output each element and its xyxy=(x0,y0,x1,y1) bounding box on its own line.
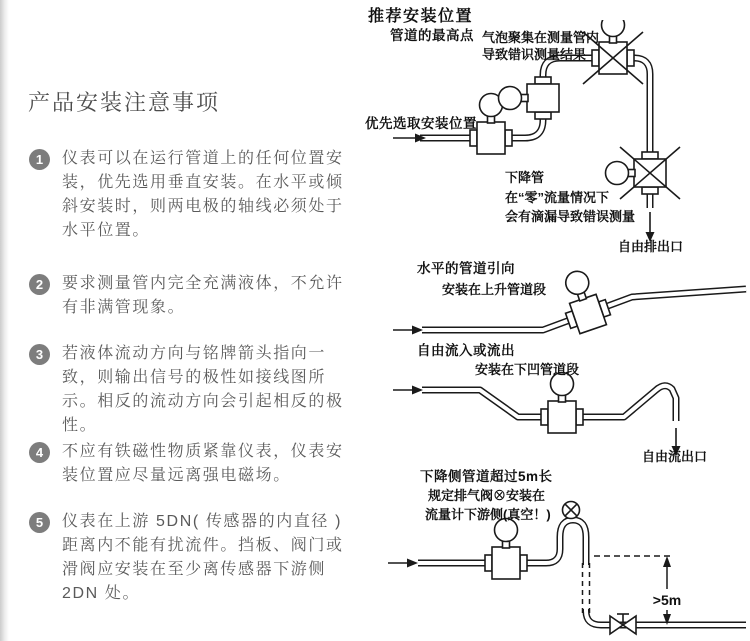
label-over-5m-title: 下降侧管道超过5m长 xyxy=(420,469,553,484)
pipe-break-dashes xyxy=(579,563,593,613)
label-preferred-position: 优先选取安装位置 xyxy=(365,116,477,131)
flow-arrow-icon xyxy=(388,559,418,568)
label-free-outflow: 自由流出口 xyxy=(642,449,708,464)
label-free-in-out: 自由流入或流出 xyxy=(417,343,515,358)
flowmeter-symbol xyxy=(499,77,560,119)
label-highest-point: 管道的最高点 xyxy=(390,28,474,43)
item-text: 要求测量管内完全充满液体，不允许有非满管现象。 xyxy=(62,275,344,316)
flowmeter-symbol xyxy=(592,20,634,74)
list-item xyxy=(29,147,354,243)
recommended-positions-panel xyxy=(360,0,750,641)
list-item xyxy=(29,342,354,438)
flow-arrow-icon xyxy=(393,326,423,335)
item-text: 若液体流动方向与铭牌箭头指向一致，则输出信号的极性如接线图所示。相反的流动方向会引起相反的极性。 xyxy=(62,345,344,434)
vent-valve-icon xyxy=(563,502,580,519)
page-edge-shadow xyxy=(0,0,9,641)
list-item xyxy=(29,272,354,320)
label-vent-rule-2: 流量计下游侧(真空！) xyxy=(425,507,551,522)
flow-arrow-icon xyxy=(393,386,423,395)
list-item xyxy=(29,440,354,488)
label-bubble-2: 导致错识测量结果 xyxy=(482,47,587,62)
label-vent-rule-1: 规定排气阀⊗安装在 xyxy=(428,488,546,503)
list-item xyxy=(29,510,354,606)
label-zero-flow-2: 会有滴漏导致错误测量 xyxy=(505,209,636,224)
item-text: 仪表在上游 5DN( 传感器的内直径 ) 距离内不能有扰流件。挡板、阀门或滑阀应安装在至少离传感器下游侧 2DN 处。 xyxy=(62,513,344,602)
item-text: 不应有铁磁性物质紧靠仪表，仪表安装位置应尽量远离强电磁场。 xyxy=(62,443,344,484)
flowmeter-symbol xyxy=(606,152,667,194)
item-number-badge: 1 xyxy=(29,149,50,170)
item-number-badge: 4 xyxy=(29,442,50,463)
label-free-outlet: 自由排出口 xyxy=(618,239,684,254)
item-number-badge: 3 xyxy=(29,344,50,365)
label-zero-flow-1: 在“零”流量情况下 xyxy=(505,190,610,205)
label-down-pipe: 下降管 xyxy=(505,170,545,185)
item-number-badge: 5 xyxy=(29,512,50,533)
diagram-rising-section xyxy=(360,255,750,340)
item-text: 仪表可以在运行管道上的任何位置安装，优先选用垂直安装。在水平或倾斜安装时，则两电极的轴线必须处于水平位置。 xyxy=(62,150,344,239)
diagram-dip-section xyxy=(360,340,750,465)
valve-icon xyxy=(610,614,636,634)
label-5m: >5m xyxy=(652,592,682,608)
diagram-highest-point xyxy=(360,20,750,255)
label-install-rising: 安装在上升管道段 xyxy=(442,282,547,297)
label-bubble-1: 气泡聚集在测量管内 xyxy=(482,30,600,45)
page-title: 产品安装注意事项 xyxy=(28,90,221,115)
flowmeter-symbol xyxy=(485,519,527,580)
flowmeter-symbol xyxy=(541,373,583,434)
label-horizontal-routing: 水平的管道引向 xyxy=(417,261,515,276)
outlet-arrow-icon xyxy=(646,212,655,242)
item-number-badge: 2 xyxy=(29,274,50,295)
diagram-over-5m xyxy=(360,465,750,641)
label-install-dip: 安装在下凹管道段 xyxy=(475,362,580,377)
section-title: 推荐安装位置 xyxy=(368,8,474,25)
dimension-5m xyxy=(594,556,681,625)
